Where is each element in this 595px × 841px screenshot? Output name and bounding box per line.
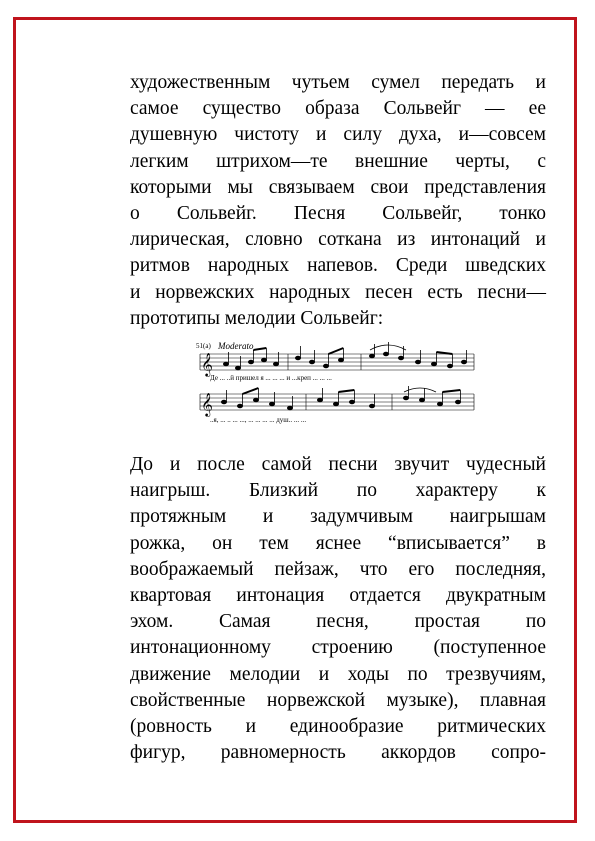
- paragraph-1: [130, 70, 546, 332]
- lyrics-line-2: ..я, ... .. ... ..., ... ... ... ... душ.. ... ...: [210, 416, 307, 424]
- paragraph-2: [130, 452, 546, 766]
- text-line: душевную чистоту и силу духа, и—совсем: [130, 124, 546, 146]
- text-line: движение мелодии и ходы по трезвучиям,: [130, 663, 546, 685]
- text-line: ритмов народных напевов. Среди шведских: [130, 255, 546, 277]
- text-line: эхом. Самая песня, простая по: [130, 611, 546, 633]
- text-line: воображаемый пейзаж, что его последняя,: [130, 558, 546, 580]
- text-line: квартовая интонация отдается двукратным: [130, 584, 546, 606]
- treble-clef-icon: 𝄞: [201, 394, 213, 416]
- text-line: художественным чутьем сумел передать и: [130, 72, 546, 93]
- text-line: которыми мы связываем свои представления: [130, 176, 546, 198]
- example-label: 51(а): [196, 342, 211, 350]
- text-line: лирическая, словно соткана из интонаций и: [130, 229, 546, 251]
- text-line: свойственные норвежской музыке), плавная: [130, 689, 546, 711]
- text-line: о Сольвейг. Песня Сольвейг, тонко: [130, 202, 546, 224]
- treble-clef-icon: 𝄞: [201, 354, 213, 376]
- text-line: и норвежских народных песен есть песни—: [130, 281, 546, 303]
- lyrics-line-1: Де ... ..й пришел я ... ... ... и ...креп ... ... ...: [210, 374, 332, 382]
- text-line: рожка, он тем яснее “вписывается” в: [130, 532, 546, 554]
- text-line: До и после самой песни звучит чудесный: [130, 454, 546, 475]
- text-line: протяжным и задумчивым наигрышам: [130, 506, 546, 528]
- music-example: [196, 340, 478, 430]
- tempo-marking: Moderato: [218, 341, 254, 351]
- text-line: наигрыш. Близкий по характеру к: [130, 480, 546, 502]
- text-line: легким штрихом—те внешние черты, с: [130, 150, 546, 172]
- text-line: (ровность и единообразие ритмических: [130, 715, 546, 737]
- text-line: фигур, равномерность аккордов сопро-: [130, 742, 546, 764]
- text-line: интонационному строению (поступенное: [130, 637, 546, 659]
- text-line: самое существо образа Сольвейг — ее: [130, 98, 546, 120]
- text-line: прототипы мелодии Сольвейг:: [130, 307, 384, 329]
